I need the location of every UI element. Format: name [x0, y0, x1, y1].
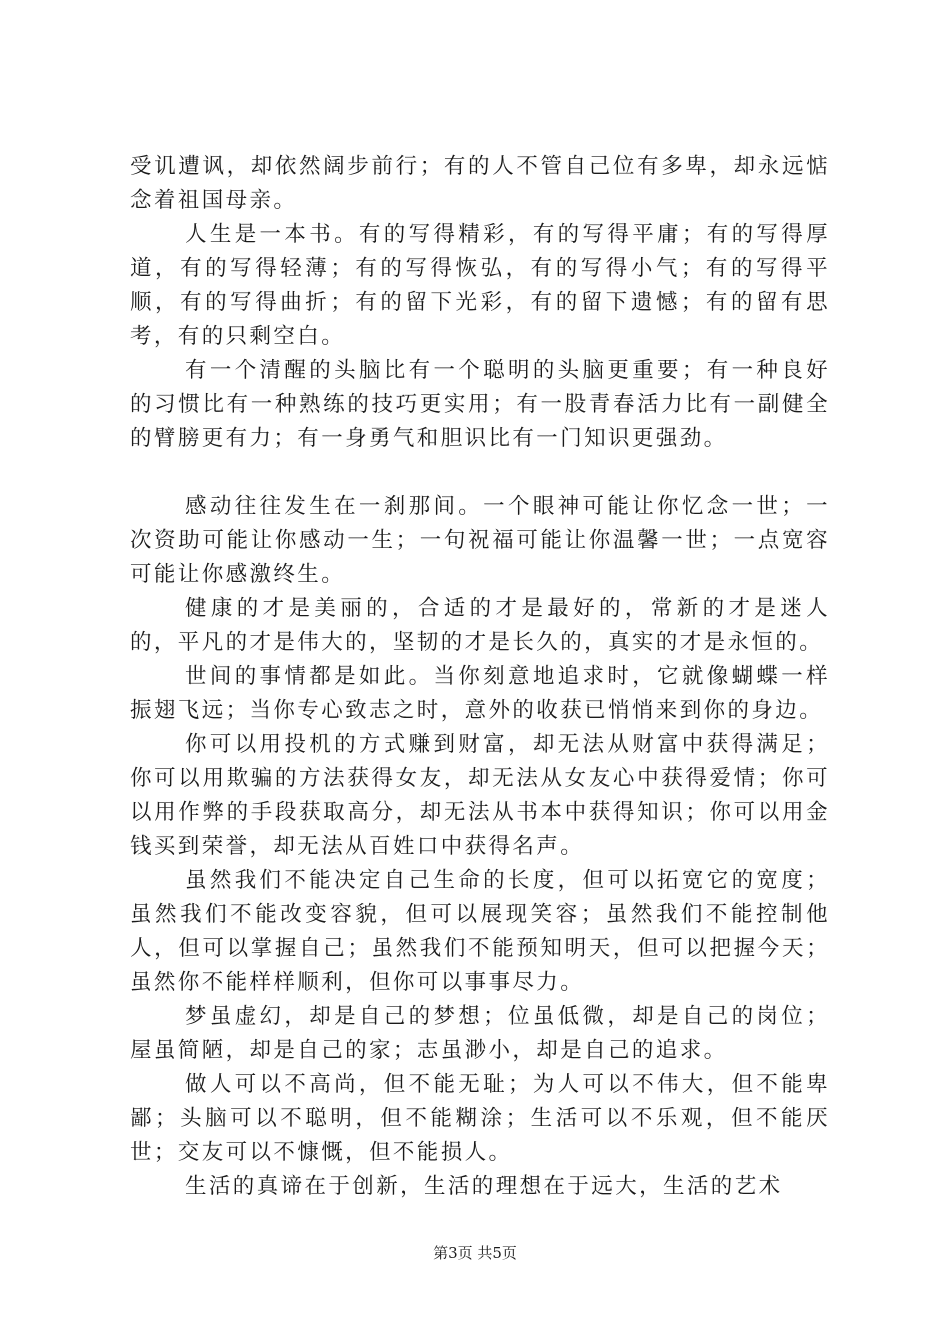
paragraph-4: 感动往往发生在一刹那间。一个眼神可能让你忆念一世；一次资助可能让你感动一生；一句祝福可能让你温馨一世；一点宽容可能让你感激终生。	[130, 494, 830, 587]
paragraph-1: 受讥遭讽，却依然阔步前行；有的人不管自己位有多卑，却永远惦念着祖国母亲。	[130, 154, 830, 213]
paragraph-2: 人生是一本书。有的写得精彩，有的写得平庸；有的写得厚道，有的写得轻薄；有的写得恢弘，有的写得小气；有的写得平顺，有的写得曲折；有的留下光彩，有的留下遗憾；有的留有思考，有的只剩空白。	[130, 222, 830, 349]
body-text	[130, 150, 830, 1204]
paragraph-9: 梦虽虚幻，却是自己的梦想；位虽低微，却是自己的岗位；屋虽简陋，却是自己的家；志虽渺小，却是自己的追求。	[130, 1004, 830, 1063]
paragraph-8: 虽然我们不能决定自己生命的长度，但可以拓宽它的宽度；虽然我们不能改变容貌，但可以展现笑容；虽然我们不能控制他人，但可以掌握自己；虽然我们不能预知明天，但可以把握今天；虽然你不能样样顺利，但你可以事事尽力。	[130, 868, 830, 995]
paragraph-gap	[130, 456, 830, 490]
paragraph-5: 健康的才是美丽的，合适的才是最好的，常新的才是迷人的，平凡的才是伟大的，坚韧的才是长久的，真实的才是永恒的。	[130, 596, 830, 655]
paragraph-10: 做人可以不高尚，但不能无耻；为人可以不伟大，但不能卑鄙；头脑可以不聪明，但不能糊涂；生活可以不乐观，但不能厌世；交友可以不慷慨，但不能损人。	[130, 1072, 830, 1165]
paragraph-7: 你可以用投机的方式赚到财富，却无法从财富中获得满足；你可以用欺骗的方法获得女友，却无法从女友心中获得爱情；你可以用作弊的手段获取高分，却无法从书本中获得知识；你可以用金钱买到荣誉，却无法从百姓口中获得名声。	[130, 732, 830, 859]
page-footer: 第3页 共5页	[433, 1244, 517, 1262]
paragraph-3: 有一个清醒的头脑比有一个聪明的头脑更重要；有一种良好的习惯比有一种熟练的技巧更实用；有一股青春活力比有一副健全的臂膀更有力；有一身勇气和胆识比有一门知识更强劲。	[130, 358, 830, 451]
paragraph-6: 世间的事情都是如此。当你刻意地追求时，它就像蝴蝶一样振翅飞远；当你专心致志之时，意外的收获已悄悄来到你的身边。	[130, 664, 830, 723]
paragraph-11: 生活的真谛在于创新，生活的理想在于远大，生活的艺术	[185, 1174, 783, 1199]
